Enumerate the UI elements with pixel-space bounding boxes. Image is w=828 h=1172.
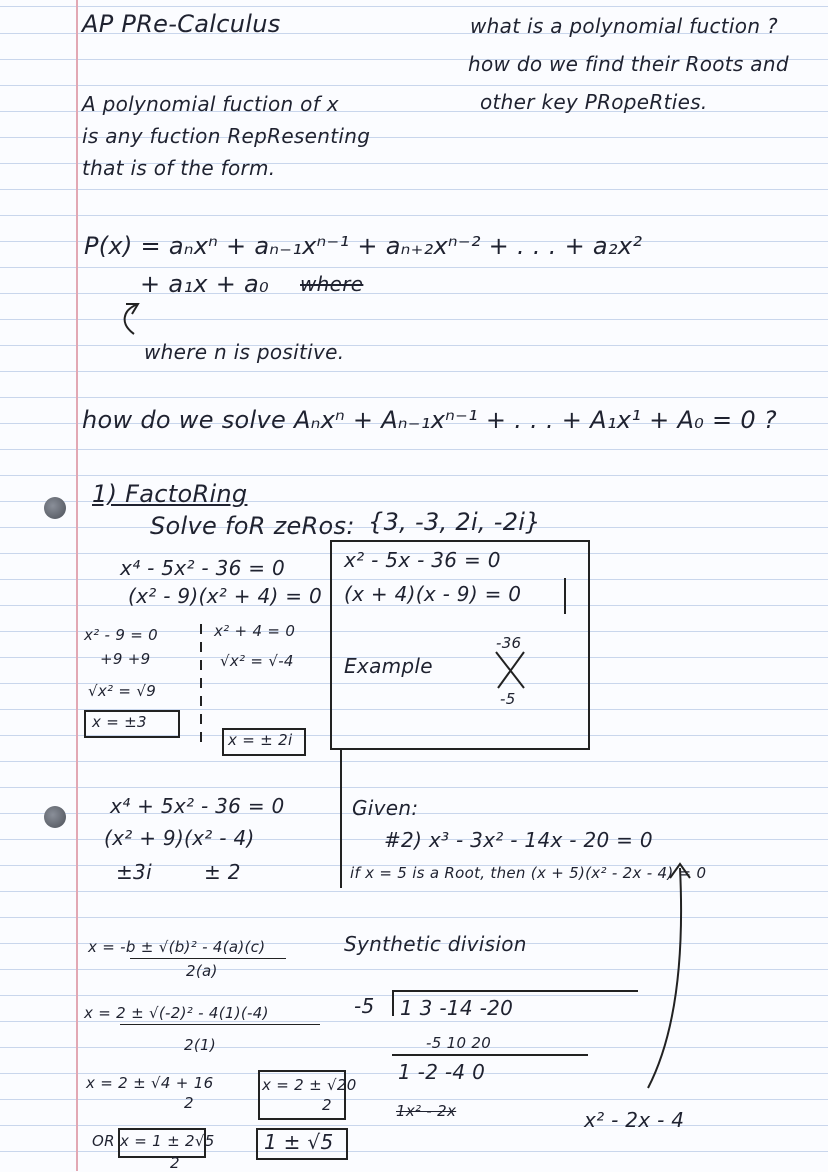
division-line [392, 1054, 588, 1056]
note-value: -36 [496, 634, 522, 652]
quadratic-step-denominator: 2 [322, 1096, 332, 1114]
example-equation: (x + 4)(x - 9) = 0 [344, 582, 522, 606]
equation: x⁴ + 5x² - 36 = 0 [110, 794, 285, 818]
quadratic-step-denominator: 2 [184, 1094, 194, 1112]
dashed-divider [200, 624, 202, 750]
arrow-icon [116, 300, 146, 340]
synthetic-label: Synthetic division [344, 932, 527, 956]
solve-question: how do we solve Aₙxⁿ + Aₙ₋₁xⁿ⁻¹ + . . . + A₁x¹ + A₀ = 0 ? [82, 406, 777, 434]
root-value: ± 2 [204, 860, 241, 884]
final-answer: 1 ± √5 [264, 1130, 334, 1154]
synthetic-row: 1 3 -14 -20 [400, 996, 514, 1020]
example-equation: x² - 5x - 36 = 0 [344, 548, 501, 572]
fraction-bar [130, 958, 286, 959]
example-label: Example [344, 654, 433, 678]
final-answer-denominator: 2 [170, 1154, 180, 1172]
division-bracket [392, 990, 638, 992]
margin-line [76, 0, 78, 1171]
division-bracket [392, 990, 394, 1016]
polynomial-formula-continued: + a₁x + a₀ [140, 270, 269, 298]
formula-note: where n is positive. [144, 340, 345, 364]
binder-hole [44, 497, 66, 519]
page-title: AP PRe-Calculus [82, 10, 281, 38]
question-line: how do we find their Roots and [468, 52, 789, 76]
boxed-answer: x = ±3 [92, 713, 147, 731]
given-label: Given: [352, 796, 419, 820]
quadratic-formula-denominator: 2(a) [186, 962, 218, 980]
definition-text: that is of the form. [82, 156, 276, 180]
equation: (x² + 9)(x² - 4) [104, 826, 255, 850]
x-mark-icon [492, 648, 532, 692]
root-note: if x = 5 is a Root, then (x + 5)(x² - 2x - 4) = 0 [350, 864, 707, 882]
synthetic-divisor: -5 [354, 994, 375, 1018]
quadratic-step-denominator: 2(1) [184, 1036, 216, 1054]
question-line: what is a polynomial fuction ? [470, 14, 778, 38]
root-value: ±3i [116, 860, 152, 884]
given-problem: #2) x³ - 3x² - 14x - 20 = 0 [384, 828, 653, 852]
quadratic-step: x = 2 ± √20 [262, 1076, 357, 1094]
work-step: x² + 4 = 0 [214, 622, 296, 640]
equation: x⁴ - 5x² - 36 = 0 [120, 556, 286, 580]
quadratic-step: x = 2 ± √(-2)² - 4(1)(-4) [84, 1004, 269, 1022]
quadratic-formula: x = -b ± √(b)² - 4(a)(c) [88, 938, 266, 956]
struck-word: where [300, 272, 364, 296]
or-label: OR [92, 1132, 115, 1150]
quadratic-step: x = 2 ± √4 + 16 [86, 1074, 214, 1092]
question-line: other key PRopeRties. [480, 90, 708, 114]
equation: (x² - 9)(x² + 4) = 0 [128, 584, 322, 608]
work-step: +9 +9 [100, 650, 151, 668]
synthetic-result: x² - 2x - 4 [584, 1108, 685, 1132]
polynomial-formula: P(x) = aₙxⁿ + aₙ₋₁xⁿ⁻¹ + aₙ₊₂xⁿ⁻² + . . . + a₂x² [84, 232, 643, 260]
struck-term: 1x² - 2x [396, 1102, 457, 1120]
section-heading: 1) FactoRing [92, 480, 248, 508]
fraction-bar [120, 1024, 320, 1025]
definition-text: is any fuction RepResenting [82, 124, 371, 148]
work-step: x² - 9 = 0 [84, 626, 159, 644]
boxed-answer: x = ± 2i [228, 731, 293, 749]
definition-text: A polynomial fuction of x [82, 92, 339, 116]
answer-marker [564, 578, 566, 614]
work-step: √x² = √-4 [220, 652, 294, 670]
connector-arrow [640, 860, 700, 1100]
synthetic-row: 1 -2 -4 0 [398, 1060, 486, 1084]
zeros-set: {3, -3, 2i, -2i} [368, 508, 541, 536]
final-answer: x = 1 ± 2√5 [120, 1132, 215, 1150]
divider [340, 748, 342, 888]
note-value: -5 [500, 690, 516, 708]
work-step: √x² = √9 [88, 682, 157, 700]
section-subheading: Solve foR zeRos: [150, 512, 355, 540]
synthetic-row: -5 10 20 [426, 1034, 492, 1052]
binder-hole [44, 806, 66, 828]
